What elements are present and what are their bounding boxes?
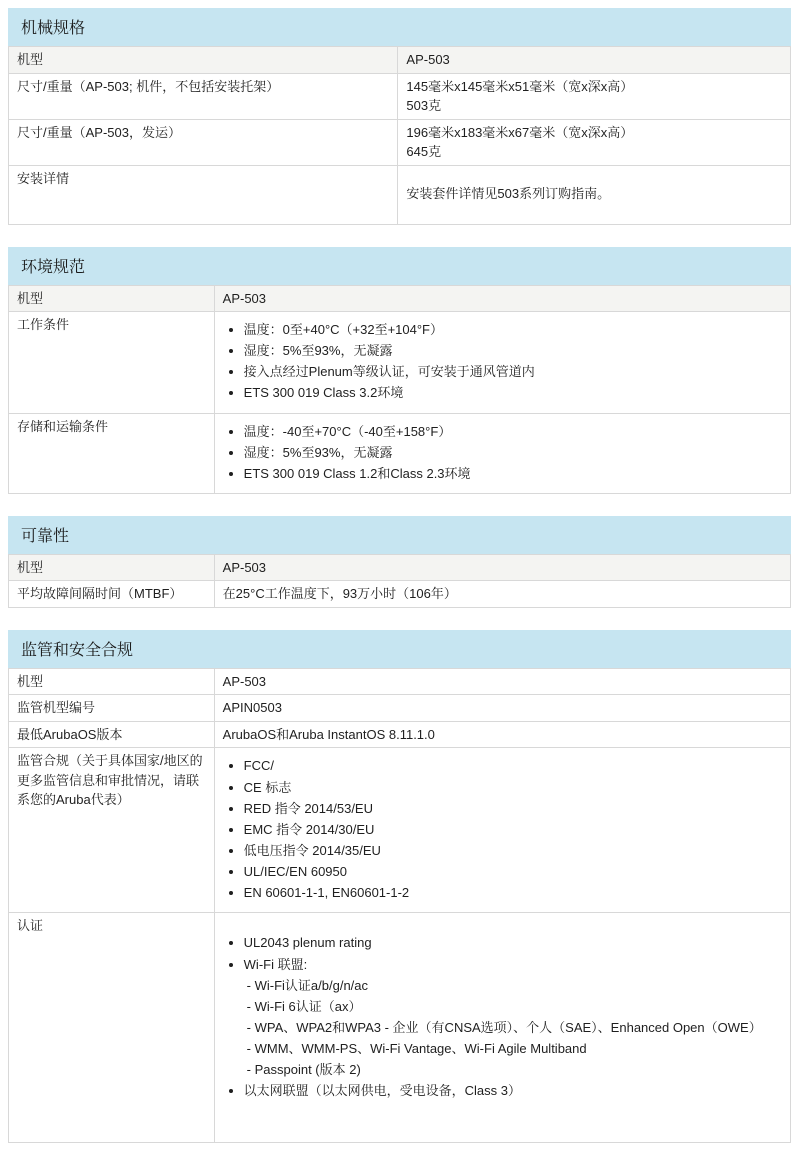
value-line: AP-503 (222, 673, 267, 689)
spec-row-label: 最低ArubaOS版本 (9, 721, 215, 748)
value-line: AP-503 (222, 559, 267, 575)
bullet-item: • FCC/ (244, 756, 782, 776)
bullet-item: • UL/IEC/EN 60950 (244, 862, 782, 882)
spec-row (9, 47, 791, 74)
value-line: 在25°C工作温度下，93万小时（106年） (222, 586, 457, 602)
sub-bullet-item: - WMM、WMM-PS、Wi-Fi Vantage、Wi-Fi Agile Multiband (246, 1040, 587, 1056)
value-line: 145毫米x145毫米x51毫米（宽x深x高） (406, 78, 634, 94)
spec-row-label: 认证 (9, 913, 215, 1143)
value-line: AP-503 (406, 52, 450, 67)
value-line: ArubaOS和Aruba InstantOS 8.11.1.0 (222, 726, 435, 742)
spec-row-label: 机型 (9, 554, 215, 581)
spec-row-label: 机型 (9, 668, 215, 695)
spec-row-label: 工作条件 (9, 312, 215, 414)
sub-bullet-item: - WPA、WPA2和WPA3 - 企业（有CNSA选项）、个人（SAE）、Enhanced Open（OWE） (246, 1019, 762, 1035)
spec-row (9, 913, 791, 1143)
spec-row-label: 存储和运输条件 (9, 413, 215, 493)
bullet-item: • EN 60601-1-1, EN60601-1-2 (244, 883, 782, 903)
bullet-item-text: • Wi-Fi 联盟: (243, 956, 308, 972)
spec-row-label: 平均故障间隔时间（MTBF） (9, 581, 215, 608)
sub-bullet-item: - Passpoint (版本 2) (246, 1061, 361, 1077)
sub-bullet-item: - Wi-Fi认证a/b/g/n/ac (246, 977, 369, 993)
spec-row-value (398, 119, 791, 165)
spec-row-value (214, 285, 790, 312)
bullet-item: • CE 标志 (244, 778, 782, 798)
spec-row-label: 机型 (9, 47, 398, 74)
spec-row-value (398, 73, 791, 119)
spec-row-label: 尺寸/重量（AP-503，发运） (9, 119, 398, 165)
spec-row-value (214, 581, 790, 608)
section-title: 可靠性 (8, 516, 791, 554)
spec-row (9, 695, 791, 722)
value-line: AP-503 (222, 290, 267, 306)
spec-row-label: 尺寸/重量（AP-503; 机件，不包括安装托架） (9, 73, 398, 119)
bullet-item: • EMC 指令 2014/30/EU (244, 820, 782, 840)
section-title: 机械规格 (8, 8, 791, 46)
section-title: 监管和安全合规 (8, 630, 791, 668)
section-regulatory-and-safety-compliance (8, 630, 791, 1143)
value-bullet-list (223, 422, 782, 484)
spec-row (9, 165, 791, 224)
bullet-item: • UL2043 plenum rating (244, 933, 782, 953)
spec-row (9, 721, 791, 748)
mechanical-specs-table (8, 46, 791, 225)
regulatory-compliance-table (8, 668, 791, 1143)
bullet-item: • ETS 300 019 Class 3.2环境 (244, 383, 782, 403)
bullet-item: • 以太网联盟（以太网供电，受电设备，Class 3） (244, 1081, 782, 1101)
spec-row (9, 312, 791, 414)
value-line: APIN0503 (222, 700, 282, 716)
spec-row-value (398, 165, 791, 224)
bullet-item: • 湿度：5%至93%，无凝露 (244, 341, 782, 361)
spec-row-value (214, 413, 790, 493)
bullet-item: • 接入点经过Plenum等级认证，可安装于通风管道内 (244, 362, 782, 382)
section-environmental-specifications (8, 247, 791, 494)
spec-row-value (214, 668, 790, 695)
spec-row-value (214, 554, 790, 581)
spec-row (9, 668, 791, 695)
bullet-item: • 湿度：5%至93%，无凝露 (244, 443, 782, 463)
spec-row (9, 581, 791, 608)
bullet-item: • ETS 300 019 Class 1.2和Class 2.3环境 (244, 464, 782, 484)
spec-row (9, 554, 791, 581)
value-bullet-list (223, 933, 782, 1101)
spec-row-label: 机型 (9, 285, 215, 312)
spec-row-label: 监管合规（关于具体国家/地区的更多监管信息和审批情况，请联系您的Aruba代表） (9, 748, 215, 913)
value-line: 645克 (406, 144, 442, 159)
value-line: 196毫米x183毫米x67毫米（宽x深x高） (406, 124, 634, 140)
value-line: 安装套件详情见503系列订购指南。 (406, 185, 611, 201)
bullet-item: • RED 指令 2014/53/EU (244, 799, 782, 819)
section-reliability (8, 516, 791, 608)
spec-row-label: 安装详情 (9, 165, 398, 224)
spec-row-value (214, 748, 790, 913)
spec-sheet-page (8, 8, 791, 1143)
value-bullet-list (223, 320, 782, 404)
environmental-specs-table (8, 285, 791, 494)
spec-row-value (214, 695, 790, 722)
bullet-item (244, 955, 782, 1080)
section-mechanical-specifications (8, 8, 791, 225)
bullet-item: • 温度：-40至+70°C（-40至+158°F） (244, 422, 782, 442)
spec-row-value (214, 721, 790, 748)
bullet-item: • 低电压指令 2014/35/EU (244, 841, 782, 861)
spec-row (9, 119, 791, 165)
spec-row (9, 748, 791, 913)
section-title: 环境规范 (8, 247, 791, 285)
spec-row-value (214, 312, 790, 414)
spec-row-value (398, 47, 791, 74)
sub-bullet-item: - Wi-Fi 6认证（ax） (246, 998, 362, 1014)
value-line: 503克 (406, 98, 442, 113)
bullet-item: • 温度：0至+40°C（+32至+104°F） (244, 320, 782, 340)
spec-row-value (214, 913, 790, 1143)
spec-row (9, 413, 791, 493)
spec-row-label: 监管机型编号 (9, 695, 215, 722)
value-bullet-list (223, 756, 782, 903)
reliability-table (8, 554, 791, 608)
spec-row (9, 73, 791, 119)
spec-row (9, 285, 791, 312)
